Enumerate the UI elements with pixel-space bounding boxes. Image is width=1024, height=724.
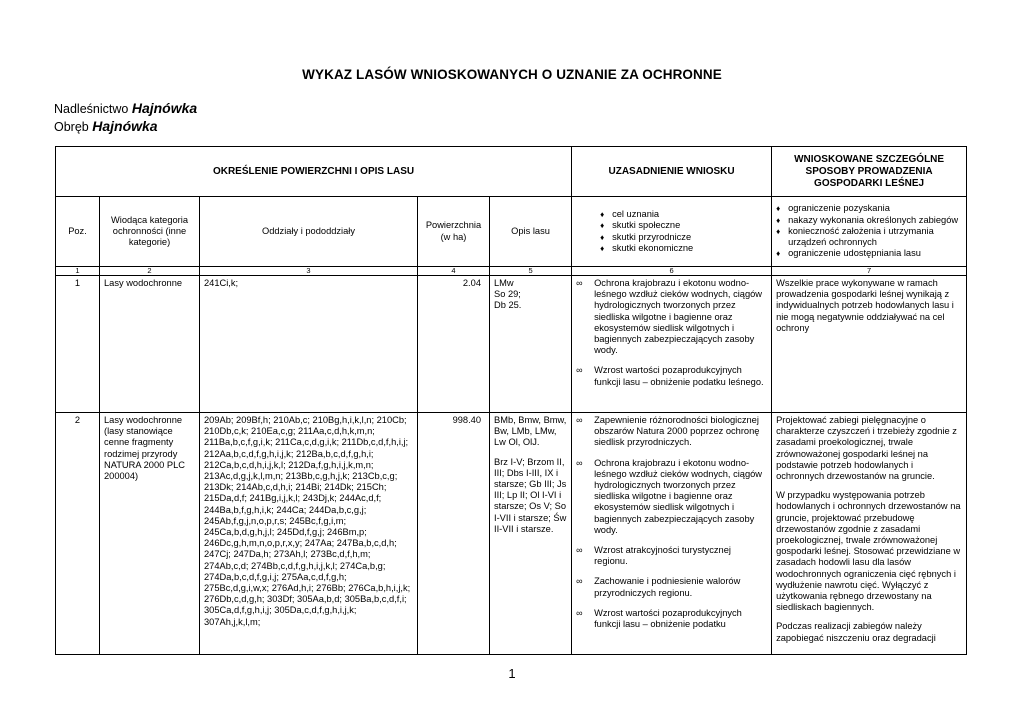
opis-line: So 29; <box>494 289 521 300</box>
infinity-bullet-icon: ∞ <box>576 278 583 288</box>
row-kategoria: Lasy wodochronne (lasy stanowiące cenne fragmenty rodzimej przyrody NATURA 2000 PLC 200004) <box>100 413 200 655</box>
justification-item: ∞ Ochrona krajobrazu i ekotonu wodno-leśnego wzdłuż cieków wodnych, ciągów hydrologicznych tworzonych przez siedliska wilgotne i bagienne oraz ekosystemów siedlisk wilgotnych i bagiennych zabezpieczających zasoby wody. <box>576 278 763 356</box>
row-opis <box>490 276 572 413</box>
criteria-item: ♦ cel uznania <box>600 209 767 220</box>
header-group-methods: WNIOSKOWANE SZCZEGÓLNE SPOSOBY PROWADZENIA GOSPODARKI LEŚNEJ <box>772 147 967 197</box>
row-sposoby <box>772 413 967 655</box>
header-uzasadnienie-list <box>572 197 772 267</box>
table-row <box>56 276 967 413</box>
method-paragraph: W przypadku występowania potrzeb hodowlanych i ochronnych drzewostanów na gruncie, projektować przebudowę drzewostanów zgodnie z zasadami proekologicznej, trwale zrównoważonej gospodarki leśnej. Stosować przewidziane w zasadach hodowli lasu dla lasów wodochronnych ograniczenia cięć rębnych i wydłużenie nawrotu cięć. Wyłączyć z użytkowania rębnego drzewostany na siedliskach bagiennych. <box>776 490 961 613</box>
page-number: 1 <box>508 666 516 681</box>
obreb-value: Hajnówka <box>92 118 158 134</box>
row-sposoby <box>772 276 967 413</box>
column-number: 5 <box>490 267 572 276</box>
criteria-item: ♦ konieczność założenia i utrzymania urządzeń ochronnych <box>776 226 962 248</box>
justification-item: ∞ Wzrost atrakcyjności turystycznej regionu. <box>576 545 731 567</box>
header-oddzialy: Oddziały i pododdziały <box>200 197 418 267</box>
header-column-row <box>56 197 967 267</box>
column-number: 2 <box>100 267 200 276</box>
table-row <box>56 413 967 655</box>
nadlesnictwo-line <box>54 100 197 116</box>
justification-item: ∞ Ochrona krajobrazu i ekotonu wodno-leśnego wzdłuż cieków wodnych, ciągów hydrologicznych tworzonych przez siedliska wilgotne i bagienne oraz ekosystemów siedlisk wilgotnych i bagiennych zabezpieczających zasoby wody. <box>576 457 763 535</box>
column-number: 6 <box>572 267 772 276</box>
justification-item: ∞ Zachowanie i podniesienie walorów przyrodniczych regionu. <box>576 576 741 598</box>
header-powierzchnia: Powierzchnia (w ha) <box>418 197 490 267</box>
nadlesnictwo-value: Hajnówka <box>131 100 198 116</box>
opis-line: Brz I-V; Brzom II, III; Dbs I-III, IX i starsze; Gb III; Js III; Lp II; Ol I-VI i starsze; Os V; So I-VII i starsze; Św II-VII i starsze. <box>494 456 567 534</box>
opis-line: BMb, Bmw, Bmw, Bw, LMb, LMw, Lw Ol, OlJ. <box>494 415 567 448</box>
row-opis <box>490 413 572 655</box>
column-number: 1 <box>56 267 100 276</box>
method-paragraph: Projektować zabiegi pielęgnacyjne o charakterze czyszczeń i trzebieży zgodnie z zasadami proekologicznej, trwale zrównoważonej gospodarki leśnej na podstawie potrzeb hodowlanych i ochronnych drzewostanów na gruncie. <box>776 415 957 482</box>
justification-criteria-list <box>600 209 767 254</box>
criteria-item: ♦ skutki ekonomiczne <box>600 243 767 254</box>
methods-criteria-list <box>776 203 962 259</box>
header-poz: Poz. <box>56 197 100 267</box>
justification-item: ∞ Zapewnienie różnorodności biologicznej obszarów Natura 2000 poprzez ochronę siedlisk przyrodniczych. <box>576 415 760 448</box>
row-poz: 1 <box>56 276 100 413</box>
infinity-bullet-icon: ∞ <box>576 415 583 425</box>
header-sposoby-list <box>772 197 967 267</box>
method-paragraph: Wszelkie prace wykonywane w ramach prowadzenia gospodarki leśnej wynikają z indywidualnych potrzeb hodowlanych lasu i nie mogą negatywnie oddziaływać na cel ochrony <box>776 278 954 333</box>
nadlesnictwo-label: Nadleśnictwo <box>54 102 129 116</box>
infinity-bullet-icon: ∞ <box>576 607 583 618</box>
infinity-bullet-icon: ∞ <box>576 576 583 587</box>
header-group-surface: OKREŚLENIE POWIERZCHNI I OPIS LASU <box>56 147 572 197</box>
infinity-bullet-icon: ∞ <box>576 365 583 376</box>
header-kategoria: Wiodąca kategoria ochronności (inne kategorie) <box>100 197 200 267</box>
column-number-row <box>56 267 967 276</box>
column-number: 4 <box>418 267 490 276</box>
obreb-line <box>54 118 158 134</box>
row-kategoria: Lasy wodochronne <box>100 276 200 413</box>
column-number: 7 <box>772 267 967 276</box>
header-group-row <box>56 147 967 197</box>
method-paragraph: Podczas realizacji zabiegów należy zapobiegać niszczeniu oraz degradacji <box>776 621 936 643</box>
infinity-bullet-icon: ∞ <box>576 457 583 468</box>
justification-item: ∞ Wzrost wartości pozaprodukcyjnych funkcji lasu – obniżenie podatku <box>576 607 742 630</box>
row-poz: 2 <box>56 413 100 655</box>
criteria-item: ♦ ograniczenie pozyskania <box>776 203 962 214</box>
header-group-justification: UZASADNIENIE WNIOSKU <box>572 147 772 197</box>
row-uzasadnienie <box>572 413 772 655</box>
criteria-item: ♦ ograniczenie udostępniania lasu <box>776 248 962 259</box>
column-number: 3 <box>200 267 418 276</box>
header-opis: Opis lasu <box>490 197 572 267</box>
forest-table <box>55 146 967 655</box>
criteria-item: ♦ skutki społeczne <box>600 220 767 231</box>
justification-item: ∞ Wzrost wartości pozaprodukcyjnych funkcji lasu – obniżenie podatku leśnego. <box>576 365 764 387</box>
row-oddzialy: 209Ab; 209Bf,h; 210Ab,c; 210Bg,h,i,k,l,n; 210Cb; 210Db,c,k; 210Ea,c,g; 211Aa,c,d,h,k,m,n; 211Ba,b,c,f,g,i,k; 211Ca,c,d,g,i,k; 211Db,c,d,f,h,i,j; 212Aa,b,c,d,f,g,h,i,j,k; 212Ba,b,c,d,f,g,h,i; 212Ca,b,c,d,h,i,j,k,l; 212Da,f,g,h,i,j,k,m,n; 213Ac,d,g,j,k,l,m,n; 213Bb,c,g,h,j,k; 213Cb,c,g; 213Dk; 214Ab,c,d,h,i; 214Bi; 214Dk; 215Ch; 215Da,d,f; 241Bg,i,j,k,l; 243Dj,k; 244Ac,d,f; 244Ba,b,f,g,h,i,k; 244Ca; 244Da,b,c,g,j; 245Ab,f,g,j,n,o,p,r,s; 245Bc,f,g,i,m; 245Ca,b,d,g,h,j,l; 245Dd,f,g,j; 246Bm,p; 246Dc,g,h,m,n,o,p,r,x,y; 247Aa; 247Ba,b,c,d,h; 247Cj; 247Da,h; 273Ah,l; 273Bc,d,f,h,m; 274Ab,c,d; 274Bb,c,d,f,g,h,i,j,k,l; 274Ca,b,g; 274Da,b,c,d,f,g,i,j; 275Aa,c,d,f,g,h; 275Bc,d,g,i,w,x; 276Ad,h,i; 276Bb; 276Ca,b,h,i,j,k; 276Db,c,d,g,h; 303Df; 305Aa,b,d; 305Ba,b,c,d,f,i; 305Ca,d,f,g,h,i,j; 305Da,c,d,f,g,h,i,j,k; 307Ah,j,k,l,m; <box>200 413 418 655</box>
opis-line: Db 25. <box>494 300 522 311</box>
criteria-item: ♦ skutki przyrodnicze <box>600 232 767 243</box>
opis-line: LMw <box>494 278 514 288</box>
page-title: WYKAZ LASÓW WNIOSKOWANYCH O UZNANIE ZA OCHRONNE <box>302 67 722 82</box>
row-uzasadnienie <box>572 276 772 413</box>
row-powierzchnia: 2.04 <box>418 276 490 413</box>
criteria-item: ♦ nakazy wykonania określonych zabiegów <box>776 215 962 226</box>
obreb-label: Obręb <box>54 120 89 134</box>
row-oddzialy: 241Ci,k; <box>200 276 418 413</box>
row-powierzchnia: 998.40 <box>418 413 490 655</box>
infinity-bullet-icon: ∞ <box>576 545 583 556</box>
